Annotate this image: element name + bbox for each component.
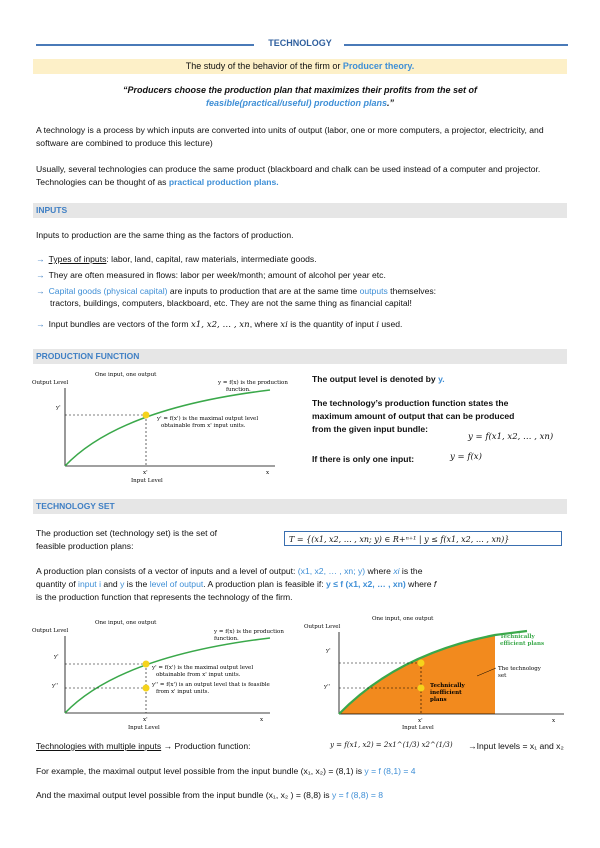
feasible-output-chart [30, 614, 305, 734]
quote-line-2: feasible(practical/useful) production plans.” [205, 98, 395, 108]
y-tick-1: y' [326, 648, 331, 654]
page-title: TECHNOLOGY [268, 38, 332, 48]
x-axis-label: Input Level [131, 478, 163, 484]
arrow-icon: → [36, 319, 45, 329]
x-tick: x' [418, 718, 423, 724]
section-technology-set-heading: TECHNOLOGY SET [33, 499, 567, 514]
efficient-label-2: efficient plans [500, 641, 545, 647]
efficient-point [418, 660, 425, 667]
y-tick-2: y'' [324, 684, 331, 690]
example-1: For example, the maximal output level possible from the input bundle (x₁, x₂) = (8,1) is y = f (8,1) = 4 [36, 766, 416, 776]
annotation-2b: from x' input units. [156, 689, 210, 695]
curve-label-2: function. [226, 387, 251, 393]
intro-paragraph-2: Usually, several technologies can produce the same product (blackboard and chalk can be used instead of a computer and projector. Technologies can be thought of as practical production plans. [36, 164, 541, 187]
pf-text-3: If there is only one input: [312, 454, 415, 464]
arrow-icon: → [36, 270, 45, 280]
ts-paragraph-1: The production set (technology set) is the set of feasible production plans: [36, 528, 218, 551]
input-levels-text: →Input levels = x₁ and x₂ [468, 741, 564, 751]
y-tick-1: y' [54, 654, 59, 660]
subtitle-text: The study of the behavior of the firm or [185, 61, 343, 71]
x-tick: x' [143, 717, 148, 723]
x-axis-letter: x [260, 717, 264, 723]
annotation-2a: y'' = f(x') is an output level that is feasible [152, 682, 270, 688]
output-point [143, 412, 150, 419]
intro-paragraph-1: A technology is a process by which inputs are converted into units of output (labor, one or more computers, a projector, electricity, and software are combined to produce this lecture) [36, 125, 544, 148]
x-axis-label: Input Level [128, 725, 160, 731]
curve-label-1: y = f(x) is the production [218, 380, 288, 386]
arrow-icon: → [36, 254, 45, 264]
multiple-inputs-formula: y = f(x1, x2) = 2x1^(1/3) x2^(1/3) [330, 741, 453, 749]
pf-formula-2: y = f(x) [450, 452, 482, 462]
chart-title: One input, one output [95, 372, 157, 378]
inputs-lead: Inputs to production are the same thing as the factors of production. [36, 230, 294, 240]
example-2: And the maximal output level possible from the input bundle (x₁, x₂ ) = (8,8) is y = f (8,8) = 8 [36, 790, 384, 800]
curve-label-1: y = f(x) is the production [214, 629, 284, 635]
inputs-bullet-2: → They are often measured in flows: labor per week/month; amount of alcohol per year etc. [36, 270, 386, 280]
y-tick: y' [56, 405, 61, 411]
annotation-1a: y' = f(x') is the maximal output level [152, 665, 254, 671]
production-function-chart [30, 368, 310, 488]
y-tick-2: y'' [52, 683, 59, 689]
efficient-label-1: Technically [500, 634, 535, 640]
annotation-1b: obtainable from x' input units. [156, 672, 241, 678]
chart-title: One input, one output [95, 620, 157, 626]
quote-line-1: “Producers choose the production plan that maximizes their profits from the set of [122, 85, 478, 95]
x-axis-letter: x [552, 718, 556, 724]
x-axis-label: Input Level [402, 725, 434, 731]
pf-formula-1: y = f(x1, x2, … , xn) [468, 432, 554, 442]
technology-set-area [339, 635, 495, 714]
ts-paragraph-2: A production plan consists of a vector of inputs and a level of output: (x1, x2, … , xn; y) where xi is the quantity of input i and y is the level of output. A production plan is feasible if: y ≤ f (x1, x2, … , xn) where f is the production function that represents the technology of the firm. [36, 566, 437, 602]
inefficient-label-2: inefficient [430, 690, 462, 696]
section-inputs-heading: INPUTS [33, 203, 567, 218]
inefficient-label-3: plans [430, 697, 447, 703]
quote [60, 84, 540, 110]
subtitle-highlight: Producer theory. [342, 61, 415, 71]
x-axis-letter: x [266, 470, 270, 476]
y-axis-label: Output Level [32, 628, 69, 634]
y-axis-label: Output Level [304, 624, 341, 630]
technology-set-chart [302, 614, 572, 734]
x-tick: x' [143, 470, 148, 476]
inputs-bullet-4: → Input bundles are vectors of the form x1, x2, … , xn, where xi is the quantity of input i used. [36, 319, 403, 330]
max-output-point [143, 661, 150, 668]
curve-label-2: function. [214, 636, 239, 642]
inputs-bullet-3: → Capital goods (physical capital) are inputs to production that are at the same time outputs themselves: tractors, buildings, computers, blackboard, etc. They are not the same thing as financial capital! [36, 286, 437, 308]
annotation-2: obtainable from x' input units. [161, 423, 246, 429]
pf-text-2: The technology’s production function states the maximum amount of output that can be produced from the given input bundle: [312, 398, 515, 434]
inputs-bullet-1: → Types of inputs: labor, land, capital, raw materials, intermediate goods. [36, 254, 317, 264]
inefficient-label-1: Technically [430, 683, 465, 689]
feasible-output-point [143, 685, 150, 692]
subtitle-banner [33, 59, 567, 74]
inefficient-point [418, 685, 425, 692]
set-label-1: The technology [498, 666, 541, 672]
section-production-function-heading: PRODUCTION FUNCTION [33, 349, 567, 364]
set-label-2: set [498, 673, 507, 679]
arrow-icon: → [36, 286, 45, 296]
technology-set-formula: T = {(x1, x2, … , xn; y) ∈ R+ⁿ⁺¹ | y ≤ f(x1, x2, … , xn)} [284, 531, 562, 546]
chart-title: One input, one output [372, 616, 434, 622]
multiple-inputs-lead: Technologies with multiple inputs → Production function: [36, 741, 251, 751]
pf-text-1: The output level is denoted by y. [312, 374, 445, 384]
annotation-1: y' = f(x') is the maximal output level [157, 416, 259, 422]
y-axis-label: Output Level [32, 380, 69, 386]
